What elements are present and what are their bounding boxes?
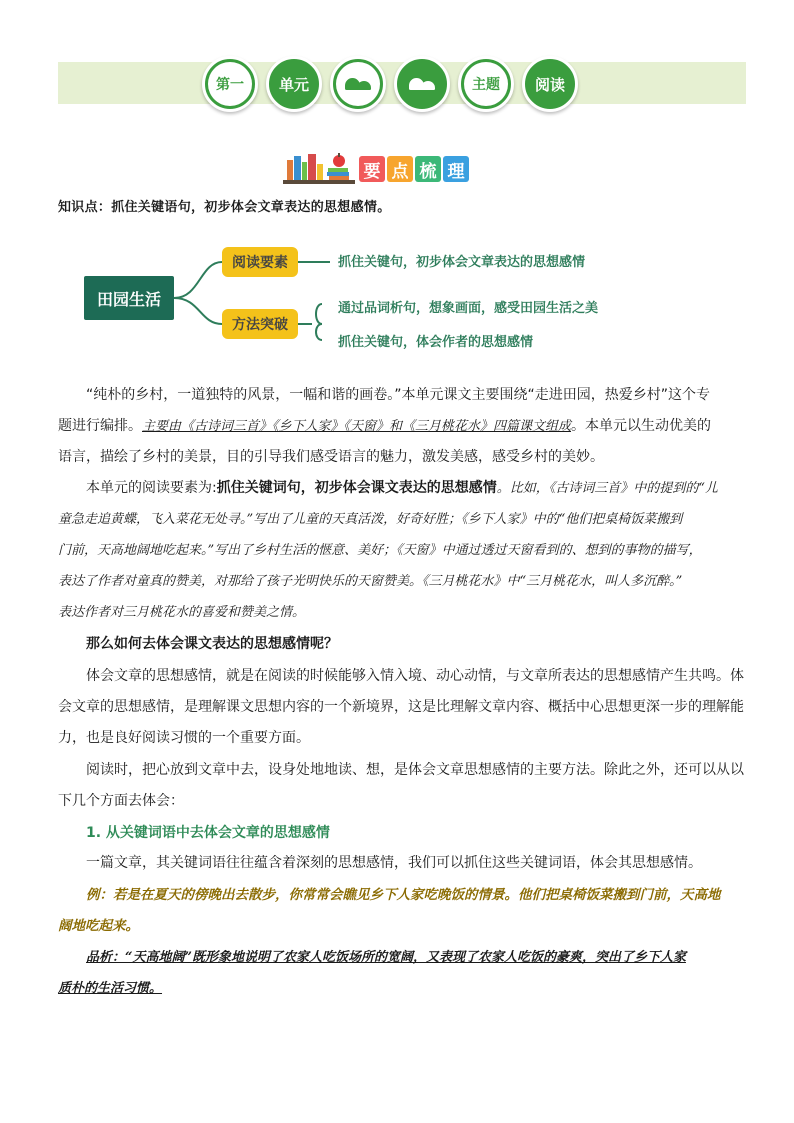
title-tile: 要 bbox=[359, 156, 385, 182]
understanding-paragraph: 体会文章的思想感情，就是在阅读的时候能够入情入境、动心动情，与文章所表达的思想感情产生共鸣。体 会文章的思想感情，是理解课文思想内容的一个新境界，这是比理解文章内容、概括中心思想更深一步的理解能 力，也是良好阅读习惯的一个重要方面。 bbox=[58, 668, 744, 746]
title-circle-5: 主题 bbox=[458, 56, 514, 112]
title-tile: 理 bbox=[443, 156, 469, 182]
title-tile: 梳 bbox=[415, 156, 441, 182]
example-block: 例：若是在夏天的傍晚出去散步，你常常会瞧见乡下人家吃晚饭的情景。他们把桌椅饭菜搬到门前，天高地 阔地吃起来。 bbox=[58, 887, 721, 934]
question-line: 那么如何去体会课文表达的思想感情呢？ bbox=[86, 636, 338, 652]
method-paragraph: 阅读时，把心放到文章中去，设身处地地读、想，是体会文章思想感情的主要方法。除此之外，还可以从以 下几个方面去体会： bbox=[58, 762, 744, 809]
title-tile: 点 bbox=[387, 156, 413, 182]
title-circle-6: 阅读 bbox=[522, 56, 578, 112]
mindmap-root: 田园生活 bbox=[84, 276, 174, 320]
keyword-paragraph: 一篇文章，其关键词语往往蕴含着深刻的思想感情，我们可以抓住这些关键词语，体会其思想感情。 bbox=[86, 855, 702, 871]
mindmap-leaf: 抓住关键句，初步体会文章表达的思想感情 bbox=[338, 255, 586, 270]
mindmap-node-reading: 阅读要素 bbox=[222, 247, 298, 277]
mindmap-leaf: 抓住关键句，体会作者的思想感情 bbox=[338, 335, 534, 350]
title-circle-2: 单元 bbox=[266, 56, 322, 112]
mindmap-node-method: 方法突破 bbox=[222, 309, 298, 339]
intro-paragraph: “纯朴的乡村，一道独特的风景，一幅和谐的画卷。”本单元课文主要围绕“走进田园，热爱乡村”这个专 题进行编排。主要由《古诗词三首》《乡下人家》《天窗》和《三月桃花水》四篇课文组成。本单元以生动优美的 语言，描绘了乡村的美景，目的引导我们感受语言的魅力，激发美感，感受乡村的美妙。 bbox=[58, 387, 712, 465]
knowledge-point: 知识点：抓住关键语句，初步体会文章表达的思想感情。 bbox=[58, 200, 391, 215]
subheading: 1. 从关键词语中去体会文章的思想感情 bbox=[86, 825, 330, 841]
title-circle-1: 第一 bbox=[202, 56, 258, 112]
mindmap-leaf: 通过品词析句，想象画面，感受田园生活之美 bbox=[338, 301, 599, 316]
analysis-block: 品析：“天高地阔”既形象地说明了农家人吃饭场所的宽阔，又表现了农家人吃饭的豪爽，突出了乡下人家 质朴的生活习惯。 bbox=[58, 950, 686, 996]
reading-element-paragraph: 本单元的阅读要素为:抓住关键词句，初步体会课文表达的思想感情。比如，《古诗词三首》中的提到的“儿 童急走追黄蝶，飞入菜花无处寻。”写出了儿童的天真活泼，好奇好胜；《乡下人家》中的“他们把桌椅饭菜搬到 门前，天高地阔地吃起来。”写出了乡村生活的惬意、美好；《天窗》中通过透过天窗看到的、想到的事物的描写， 表达了作者对童真的赞美，对那给了孩子光明快乐的天窗赞美。《三月桃花水》中“三月桃花水，叫人多沉醉。” 表达作者对三月桃花水的喜爱和赞美之情。 bbox=[58, 480, 718, 620]
